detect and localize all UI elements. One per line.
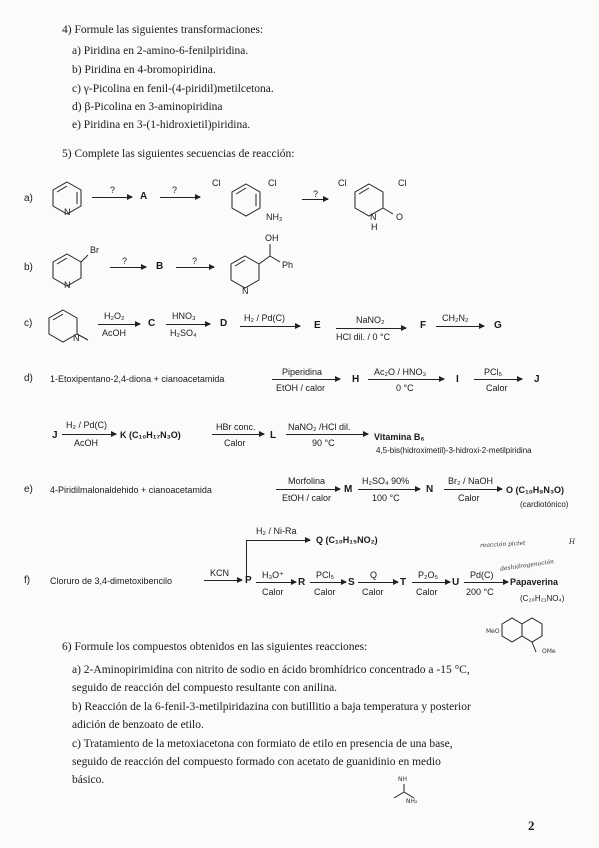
handwritten-note: reacción pictet [479, 539, 526, 550]
q5f-r4-top: P₂O₅ [418, 570, 439, 580]
handwritten-h: H [569, 538, 576, 546]
q5f-kcn: KCN [210, 568, 230, 578]
q5f-product: Papaverina [510, 577, 559, 587]
picoline-structure [46, 306, 94, 346]
q6-item-c-line2: seguido de reacción del compuesto formado con acetato de guanidinio en medio [72, 756, 441, 768]
q5f-r2-bot: Calor [314, 587, 336, 597]
q5-title: 5) Complete las siguientes secuencias de reacción: [62, 148, 295, 160]
q5a-q2: ? [172, 185, 178, 195]
q5d-I: I [456, 374, 459, 385]
reaction-arrow [464, 582, 508, 583]
q5d-r6-top: NaNO₂ /HCl dil. [288, 422, 351, 432]
q5c-r1-bot: AcOH [102, 328, 127, 338]
q5d-r3-bot: Calor [486, 383, 508, 393]
q5d-r2-bot: 0 °C [396, 383, 414, 393]
q5e-r3-bot: Calor [458, 493, 480, 503]
q5c-r2-top: HNO₃ [172, 311, 196, 321]
q5f-r3-bot: Calor [362, 587, 384, 597]
q5e-start: 4-Piridilmalonaldehido + cianoacetamida [50, 485, 212, 495]
q6-item-c-line1: c) Tratamiento de la metoxiacetona con formiato de etilo en presencia de una base, [72, 738, 453, 750]
q5e-O: O (C₁₀H₉N₃O) [506, 485, 564, 495]
reaction-arrow [62, 434, 116, 435]
q5d-L: L [270, 430, 277, 441]
reaction-arrow [204, 580, 242, 581]
q5a-q1: ? [110, 185, 116, 195]
q5c-r4-top: NaNO₂ [356, 315, 385, 325]
q5f-U: U [452, 577, 460, 588]
q5a-n: N [64, 207, 71, 217]
q5e-N: N [426, 484, 434, 495]
q5f-r3-top: Q [370, 570, 378, 580]
q5b-oh: OH [265, 233, 279, 243]
reaction-arrow [368, 379, 444, 380]
q6-item-a-line2: seguido de reacción del compuesto resultante con anilina. [72, 682, 338, 694]
reaction-arrow [474, 379, 522, 380]
q5d-product-name: 4,5-bis(hidroximetil)-3-hidroxi-2-metilpiridina [376, 446, 532, 455]
reaction-arrow [436, 326, 484, 327]
q5f-S: S [348, 577, 355, 588]
q5f-r2-top: PCl₅ [316, 570, 335, 580]
q5a-cl3: Cl [338, 178, 347, 188]
q5c-E: E [314, 320, 321, 331]
q5a-label: a) [24, 193, 33, 204]
reaction-arrow [240, 326, 300, 327]
q5f-r4-bot: Calor [416, 587, 438, 597]
q5f-Q: Q (C₁₀H₁₅NO₂) [316, 535, 378, 545]
reaction-arrow [336, 328, 406, 329]
q6-title: 6) Formule los compuestos obtenidos en las siguientes reacciones: [62, 641, 368, 653]
q5f-T: T [400, 577, 407, 588]
branch-line [246, 540, 247, 576]
reaction-arrow [310, 582, 346, 583]
q5a-h: H [371, 222, 378, 232]
q6-item-a-line1: a) 2-Aminopirimidina con nitrito de sodio en ácido bromhídrico concentrado a -15 °C, [72, 664, 470, 676]
q5f-P: P [245, 575, 252, 586]
reaction-arrow [276, 489, 340, 490]
q5f-formula: (C₂₀H₂₁NO₄) [520, 594, 565, 603]
q5b-q2: ? [192, 256, 198, 266]
q5d-r4-bot: AcOH [74, 438, 99, 448]
q5d-H: H [352, 374, 360, 385]
reaction-arrow [358, 489, 420, 490]
reaction-arrow [166, 324, 210, 325]
reaction-arrow [286, 434, 368, 435]
q5a-q3: ? [313, 189, 319, 199]
reaction-arrow [176, 267, 214, 268]
reaction-arrow [272, 379, 340, 380]
q6-item-b-line1: b) Reacción de la 6-fenil-3-metilpiridazina con butillitio a baja temperatura y posterior [72, 701, 471, 713]
q5c-n: N [73, 333, 80, 343]
page-number: 2 [528, 818, 535, 833]
q5c-r2-bot: H₂SO₄ [170, 328, 197, 338]
q5e-label: e) [24, 484, 33, 495]
q5c-D: D [220, 318, 228, 329]
q5b-n: N [64, 280, 71, 290]
q4-item-b: b) Piridina en 4-bromopiridina. [72, 64, 216, 76]
q4-item-d: d) β-Picolina en 3-aminopiridina [72, 101, 223, 113]
q5f-r5-top: Pd(C) [470, 570, 494, 580]
q5e-r1-top: Morfolina [288, 476, 326, 486]
q5c-r4-bot: HCl dil. / 0 °C [336, 332, 391, 342]
q5d-r5-top: HBr conc. [216, 422, 256, 432]
q5d-J: J [534, 374, 540, 385]
q5c-G: G [494, 320, 502, 331]
q5f-R: R [298, 577, 306, 588]
reaction-arrow [98, 324, 140, 325]
q5e-r3-top: Br₂ / NaOH [448, 476, 493, 486]
q5d-r1-bot: EtOH / calor [276, 383, 326, 393]
q5f-start: Cloruro de 3,4-dimetoxibencilo [50, 576, 173, 586]
handwritten-note: deshidrogenación [499, 558, 555, 573]
q5b-br: Br [90, 245, 99, 255]
reaction-arrow [212, 434, 264, 435]
reaction-arrow [412, 582, 450, 583]
q5e-r1-bot: EtOH / calor [282, 493, 332, 503]
reaction-arrow [246, 540, 310, 541]
handwritten-ome: OMe [542, 648, 556, 655]
q5b-q1: ? [122, 256, 128, 266]
q5b-n2: N [242, 286, 249, 296]
q5d-r2-top: Ac₂O / HNO₃ [374, 367, 427, 377]
pyridyl-carbinol-structure [228, 240, 288, 294]
q5d-r6-bot: 90 °C [312, 438, 335, 448]
q4-item-c: c) γ-Picolina en fenil-(4-piridil)metilcetona. [72, 83, 274, 95]
q5d-K: K (C₁₀H₁₇N₃O) [120, 430, 181, 440]
q5d-J2: J [52, 430, 58, 441]
q5c-F: F [420, 320, 427, 331]
reaction-arrow [358, 582, 398, 583]
handwritten-nh2: NH₂ [406, 798, 418, 805]
q5b-ph: Ph [282, 260, 294, 270]
handwritten-nh: NH [398, 776, 407, 783]
q5d-r1-top: Piperidina [282, 367, 323, 377]
reaction-arrow [444, 489, 502, 490]
q5c-r5-top: CH₂N₂ [442, 313, 469, 323]
q5c-C: C [148, 318, 156, 329]
q5a-nh2: NH₂ [266, 212, 283, 222]
handwritten-guanidine-icon [384, 780, 424, 804]
q5a-n2: N [370, 212, 377, 222]
q5d-start: 1-Etoxipentano-2,4-diona + cianoacetamida [50, 374, 225, 384]
reaction-arrow [92, 197, 132, 198]
q5e-r2-top: H₂SO₄ 90% [362, 476, 410, 486]
reaction-arrow [302, 199, 328, 200]
q5c-label: c) [24, 318, 33, 329]
dichloro-aminopyridine-structure [222, 180, 272, 220]
q6-item-b-line2: adición de benzoato de etilo. [72, 719, 204, 731]
q6-item-c-line3: básico. [72, 774, 105, 786]
handwritten-meo: MeO [486, 628, 500, 635]
q5f-r1-bot: Calor [262, 587, 284, 597]
reaction-arrow [160, 197, 200, 198]
q5e-O-name: (cardiotónico) [520, 500, 569, 509]
q4-item-a: a) Piridina en 2-amino-6-fenilpiridina. [72, 45, 249, 57]
q4-item-e: e) Piridina en 3-(1-hidroxietil)piridina. [72, 119, 251, 131]
q4-title: 4) Formule las siguientes transformaciones: [62, 24, 264, 36]
q5d-label: d) [24, 373, 33, 384]
q5a-o: O [396, 212, 404, 222]
q5d-product: Vitamina B₆ [374, 432, 425, 442]
q5a-cl4: Cl [398, 178, 407, 188]
q5f-r5-bot: 200 °C [466, 587, 494, 597]
q5f-label: f) [24, 575, 31, 586]
q5c-r3-top: H₂ / Pd(C) [244, 313, 285, 323]
q5a-A: A [140, 191, 148, 202]
q5d-r4-top: H₂ / Pd(C) [66, 420, 107, 430]
q5f-branch-top: H₂ / Ni-Ra [256, 526, 297, 536]
q5e-M: M [344, 484, 353, 495]
q5f-r1-top: H₃O⁺ [262, 570, 284, 580]
q5e-r2-bot: 100 °C [372, 493, 400, 503]
q5a-cl1: Cl [212, 178, 221, 188]
q5b-label: b) [24, 262, 33, 273]
q5b-B: B [156, 261, 164, 272]
reaction-arrow [256, 582, 296, 583]
q5c-r1-top: H₂O₂ [104, 311, 125, 321]
reaction-arrow [110, 267, 146, 268]
q5a-cl2: Cl [268, 178, 277, 188]
q5d-r3-top: PCl₅ [484, 367, 503, 377]
q5d-r5-bot: Calor [224, 438, 246, 448]
